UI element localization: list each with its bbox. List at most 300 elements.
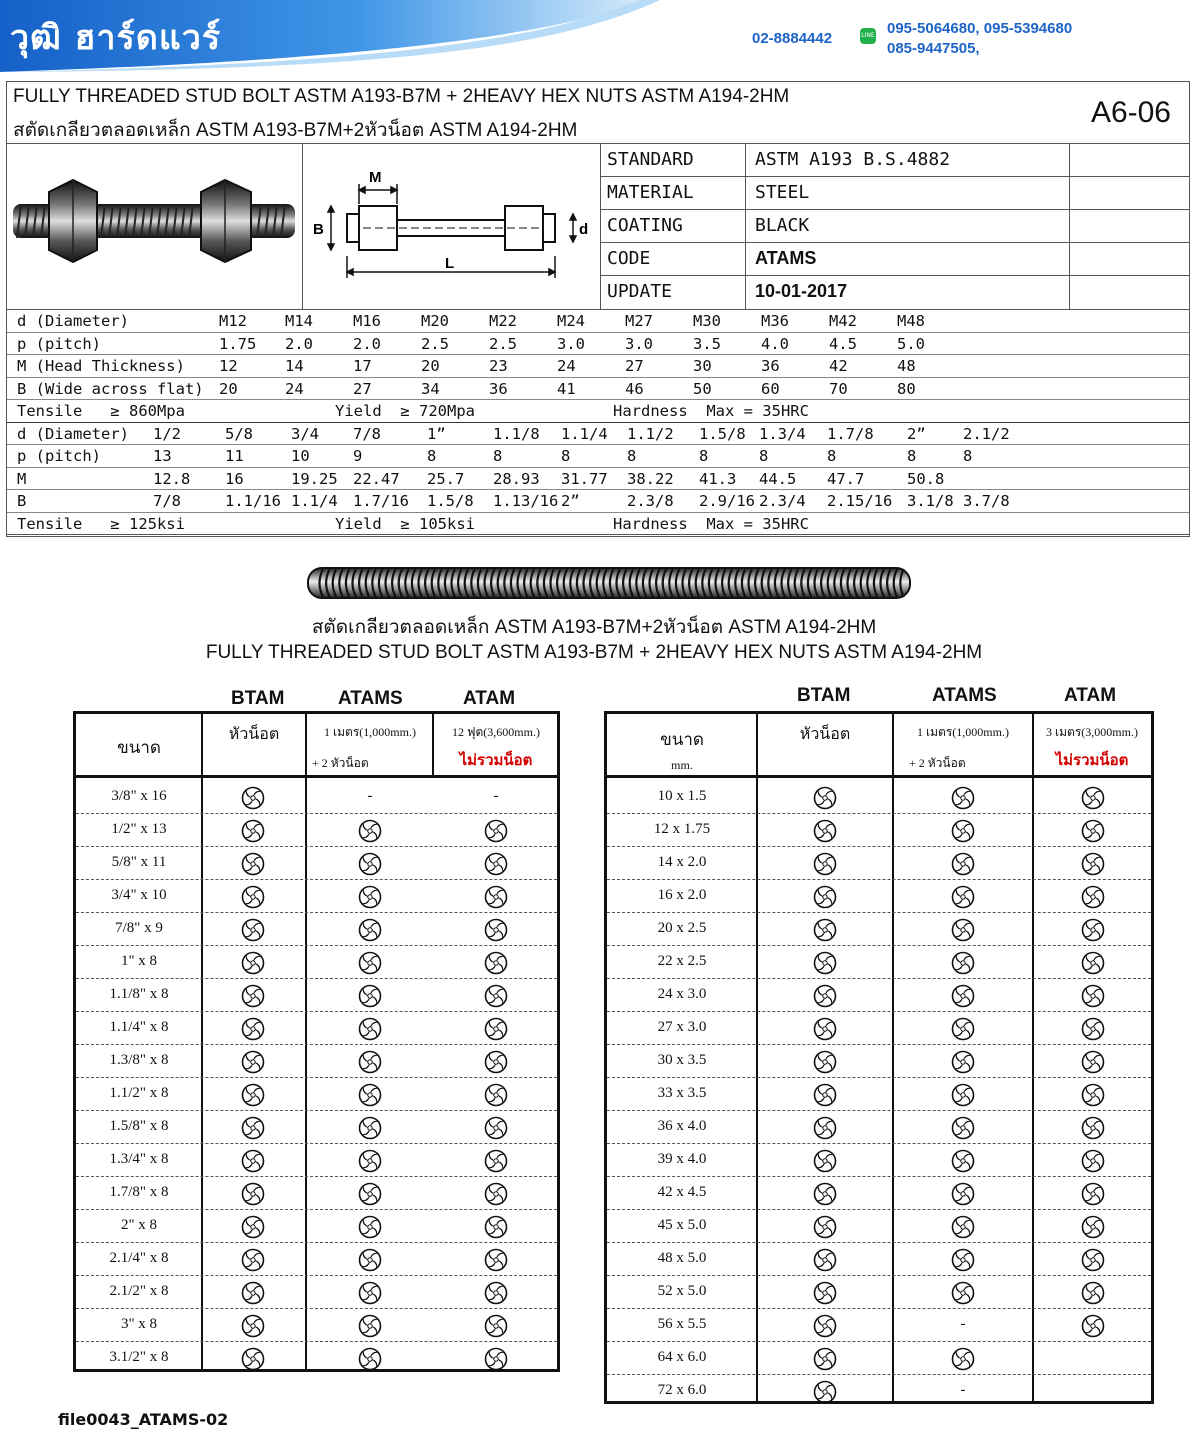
brand-name: วุฒิ ฮาร์ดแวร์ bbox=[10, 18, 222, 58]
dimension-value: 1.1/4 bbox=[291, 492, 338, 510]
table-row bbox=[76, 1012, 557, 1045]
table-row bbox=[76, 814, 557, 847]
dimension-value: 41.3 bbox=[699, 469, 737, 488]
size-cell: 72 x 6.0 bbox=[657, 1382, 707, 1398]
available-swirl-icon bbox=[950, 1347, 976, 1371]
available-swirl-icon bbox=[812, 1281, 838, 1305]
size-cell: 2" x 8 bbox=[120, 1217, 158, 1233]
attr-key: MATERIAL bbox=[607, 182, 694, 203]
dimension-value: 38.22 bbox=[627, 469, 674, 488]
available-swirl-icon bbox=[240, 1050, 266, 1074]
available-swirl-icon bbox=[240, 1347, 266, 1371]
dimension-row-label: d (Diameter) bbox=[17, 424, 129, 443]
available-swirl-icon bbox=[240, 786, 266, 810]
dimension-row-label: p (pitch) bbox=[17, 334, 101, 353]
table-row bbox=[607, 1210, 1151, 1243]
tensile-row bbox=[7, 513, 1189, 536]
dimension-value: 1.1/4 bbox=[561, 424, 608, 443]
dimension-value: 5.0 bbox=[897, 334, 925, 353]
attribute-table bbox=[601, 144, 1189, 310]
table-row bbox=[76, 847, 557, 880]
attr-key: COATING bbox=[607, 215, 683, 236]
available-swirl-icon bbox=[950, 918, 976, 942]
size-cell: 27 x 3.0 bbox=[657, 1019, 707, 1035]
right-brand-atam: ATAM bbox=[1064, 685, 1117, 706]
dimension-value: 1.1/8 bbox=[493, 424, 540, 443]
not-available-cell: - bbox=[960, 1382, 966, 1398]
mobile-numbers[interactable] bbox=[887, 19, 1072, 59]
attr-row-standard bbox=[601, 144, 1189, 177]
available-swirl-icon bbox=[483, 1215, 509, 1239]
dimension-value: 24 bbox=[557, 357, 576, 375]
attr-value: 10-01-2017 bbox=[755, 281, 848, 301]
available-swirl-icon bbox=[483, 1017, 509, 1041]
available-swirl-icon bbox=[357, 1050, 383, 1074]
table-row bbox=[76, 1144, 557, 1177]
attr-row-coating bbox=[601, 210, 1189, 243]
dimension-row-label: B bbox=[17, 492, 27, 510]
available-swirl-icon bbox=[240, 1017, 266, 1041]
table-row bbox=[607, 1342, 1151, 1375]
dimension-value: 1.7/8 bbox=[827, 424, 874, 443]
available-swirl-icon bbox=[812, 1116, 838, 1140]
available-swirl-icon bbox=[950, 885, 976, 909]
size-cell: 20 x 2.5 bbox=[657, 920, 707, 936]
available-swirl-icon bbox=[240, 885, 266, 909]
dimension-value: M48 bbox=[897, 312, 925, 330]
size-cell: 39 x 4.0 bbox=[657, 1151, 707, 1167]
available-swirl-icon bbox=[483, 819, 509, 843]
available-swirl-icon bbox=[950, 852, 976, 876]
size-cell: 14 x 2.0 bbox=[657, 854, 707, 870]
available-swirl-icon bbox=[1080, 918, 1106, 942]
stud-bolt-dimension-diagram bbox=[303, 144, 601, 310]
dimension-value: 34 bbox=[421, 379, 440, 398]
available-swirl-icon bbox=[812, 852, 838, 876]
dimension-row bbox=[7, 310, 1189, 333]
available-swirl-icon bbox=[240, 819, 266, 843]
hardness-spec: Hardness Max = 35HRC bbox=[613, 514, 809, 533]
dimension-value: 2.3/8 bbox=[627, 492, 674, 510]
attr-key: UPDATE bbox=[607, 281, 673, 302]
available-swirl-icon bbox=[950, 1281, 976, 1305]
dimension-row-label: M bbox=[17, 469, 27, 488]
subtitle-en: FULLY THREADED STUD BOLT ASTM A193-B7M + 2HEAVY HEX NUTS ASTM A194-2HM bbox=[205, 642, 983, 663]
available-swirl-icon bbox=[1080, 1083, 1106, 1107]
table-row bbox=[607, 1012, 1151, 1045]
stud-bolt-illustration bbox=[7, 144, 303, 310]
available-swirl-icon bbox=[240, 1149, 266, 1173]
dimension-value: 44.5 bbox=[759, 469, 797, 488]
imperial-size-table bbox=[73, 711, 560, 1372]
dimension-value: 1.75 bbox=[219, 334, 257, 353]
available-swirl-icon bbox=[812, 786, 838, 810]
available-swirl-icon bbox=[950, 819, 976, 843]
available-swirl-icon bbox=[1080, 1281, 1106, 1305]
phone-number[interactable]: 02-8884442 bbox=[752, 30, 833, 47]
available-swirl-icon bbox=[1080, 1182, 1106, 1206]
dimension-value: 12.8 bbox=[153, 469, 191, 488]
table-row bbox=[607, 1309, 1151, 1342]
dimension-value: 22.47 bbox=[353, 469, 400, 488]
available-swirl-icon bbox=[240, 984, 266, 1008]
available-swirl-icon bbox=[357, 1017, 383, 1041]
attr-value: BLACK bbox=[755, 215, 810, 236]
header-1m-line1: 1 เมตร(1,000mm.) bbox=[917, 725, 1009, 739]
dimension-value: 16 bbox=[225, 469, 244, 488]
available-swirl-icon bbox=[240, 852, 266, 876]
dimension-value: 12 bbox=[219, 357, 238, 375]
table-row bbox=[607, 880, 1151, 913]
table-header bbox=[607, 714, 1151, 778]
available-swirl-icon bbox=[357, 1314, 383, 1338]
header-12ft-line2: ไม่รวมน็อต bbox=[459, 753, 533, 769]
dimension-value: 31.77 bbox=[561, 469, 608, 488]
available-swirl-icon bbox=[812, 951, 838, 975]
size-cell: 1" x 8 bbox=[120, 953, 158, 969]
available-swirl-icon bbox=[1080, 786, 1106, 810]
size-cell: 48 x 5.0 bbox=[657, 1250, 707, 1266]
header-bar bbox=[0, 0, 1200, 72]
available-swirl-icon bbox=[1080, 951, 1106, 975]
table-row bbox=[76, 1276, 557, 1309]
catalog-code: A6-06 bbox=[1090, 96, 1171, 129]
dimension-value: M14 bbox=[285, 312, 313, 330]
dimension-value: 8 bbox=[759, 447, 769, 465]
dimension-value: 30 bbox=[693, 357, 712, 375]
attr-key: CODE bbox=[607, 248, 651, 269]
dimension-value: 13 bbox=[153, 447, 172, 465]
dimension-value: 27 bbox=[625, 357, 644, 375]
size-cell: 1/2" x 13 bbox=[111, 821, 167, 837]
size-cell: 3.1/2" x 8 bbox=[109, 1349, 169, 1365]
available-swirl-icon bbox=[483, 852, 509, 876]
available-swirl-icon bbox=[812, 1215, 838, 1239]
dimension-value: 50 bbox=[693, 379, 712, 398]
available-swirl-icon bbox=[812, 984, 838, 1008]
hardness-spec: Hardness Max = 35HRC bbox=[613, 402, 809, 420]
table-row bbox=[76, 1309, 557, 1342]
dimension-value: 3.0 bbox=[625, 334, 653, 353]
available-swirl-icon bbox=[357, 984, 383, 1008]
table-row bbox=[607, 814, 1151, 847]
dimension-value: 2.0 bbox=[285, 334, 313, 353]
attr-row-material bbox=[601, 177, 1189, 210]
size-cell: 10 x 1.5 bbox=[657, 788, 707, 804]
file-name-footer: file0043_ATAMS-02 bbox=[58, 1410, 229, 1429]
size-cell: 1.7/8" x 8 bbox=[109, 1184, 169, 1200]
left-brand-atam: ATAM bbox=[463, 688, 516, 709]
dimension-value: 8 bbox=[827, 447, 837, 465]
dimension-value: M24 bbox=[557, 312, 585, 330]
dimension-value: 17 bbox=[353, 357, 372, 375]
available-swirl-icon bbox=[1080, 1050, 1106, 1074]
available-swirl-icon bbox=[357, 1281, 383, 1305]
available-swirl-icon bbox=[950, 1248, 976, 1272]
dimension-value: 2.0 bbox=[353, 334, 381, 353]
available-swirl-icon bbox=[812, 1017, 838, 1041]
available-swirl-icon bbox=[240, 951, 266, 975]
size-cell: 30 x 3.5 bbox=[657, 1052, 707, 1068]
dimension-value: M30 bbox=[693, 312, 721, 330]
size-cell: 1.1/2" x 8 bbox=[109, 1085, 169, 1101]
dimension-value: 2” bbox=[907, 424, 926, 443]
dimension-value: M22 bbox=[489, 312, 517, 330]
available-swirl-icon bbox=[357, 885, 383, 909]
dimension-value: 2.15/16 bbox=[827, 492, 893, 510]
size-cell: 1.3/4" x 8 bbox=[109, 1151, 169, 1167]
tensile-spec: Tensile ≥ 860Mpa bbox=[17, 402, 185, 420]
available-swirl-icon bbox=[812, 1380, 838, 1404]
table-row bbox=[76, 979, 557, 1012]
available-swirl-icon bbox=[357, 1149, 383, 1173]
dimension-value: 2.9/16 bbox=[699, 492, 755, 510]
available-swirl-icon bbox=[483, 984, 509, 1008]
available-swirl-icon bbox=[483, 1182, 509, 1206]
available-swirl-icon bbox=[950, 1083, 976, 1107]
metric-size-table bbox=[604, 711, 1154, 1404]
table-row bbox=[607, 1177, 1151, 1210]
table-row bbox=[76, 1111, 557, 1144]
dimension-value: 1.3/4 bbox=[759, 424, 806, 443]
available-swirl-icon bbox=[240, 1215, 266, 1239]
table-row bbox=[76, 1045, 557, 1078]
available-swirl-icon bbox=[950, 1149, 976, 1173]
dimension-value: 3.1/8 bbox=[907, 492, 954, 510]
available-swirl-icon bbox=[1080, 852, 1106, 876]
dimension-value: 8 bbox=[627, 447, 637, 465]
available-swirl-icon bbox=[357, 951, 383, 975]
dimension-value: 8 bbox=[963, 447, 973, 465]
dimension-value: 4.0 bbox=[761, 334, 789, 353]
dimension-row-label: p (pitch) bbox=[17, 447, 101, 465]
dimension-row-label: M (Head Thickness) bbox=[17, 357, 185, 375]
dimension-value: 50.8 bbox=[907, 469, 945, 488]
dimension-value: 42 bbox=[829, 357, 848, 375]
table-row bbox=[76, 1243, 557, 1276]
available-swirl-icon bbox=[483, 951, 509, 975]
table-row bbox=[607, 913, 1151, 946]
dimension-value: 8 bbox=[699, 447, 709, 465]
available-swirl-icon bbox=[1080, 1314, 1106, 1338]
size-cell: 3/4" x 10 bbox=[111, 887, 167, 903]
available-swirl-icon bbox=[812, 1347, 838, 1371]
dimension-value: 36 bbox=[761, 357, 780, 375]
available-swirl-icon bbox=[357, 1248, 383, 1272]
dimension-value: 9 bbox=[353, 447, 363, 465]
dimension-value: M16 bbox=[353, 312, 381, 330]
dimension-value: 1.5/8 bbox=[699, 424, 746, 443]
size-cell: 1.1/4" x 8 bbox=[109, 1019, 169, 1035]
dimension-value: 1.13/16 bbox=[493, 492, 559, 510]
stud-bolt-photo bbox=[7, 144, 303, 310]
attr-key: STANDARD bbox=[607, 149, 694, 170]
table-row bbox=[76, 781, 557, 814]
right-brand-atams: ATAMS bbox=[932, 685, 997, 706]
spec-title-en: FULLY THREADED STUD BOLT ASTM A193-B7M + 2HEAVY HEX NUTS ASTM A194-2HM bbox=[13, 86, 790, 107]
size-cell: 22 x 2.5 bbox=[657, 953, 707, 969]
header-size-unit: mm. bbox=[671, 758, 693, 772]
table-row bbox=[607, 946, 1151, 979]
table-row bbox=[607, 979, 1151, 1012]
dimension-value: 24 bbox=[285, 379, 304, 398]
available-swirl-icon bbox=[357, 852, 383, 876]
dimension-value: 80 bbox=[897, 379, 916, 398]
size-cell: 5/8" x 11 bbox=[111, 854, 167, 870]
dimension-row bbox=[7, 333, 1189, 356]
available-swirl-icon bbox=[812, 1182, 838, 1206]
threaded-rod-illustration bbox=[306, 566, 912, 600]
dimension-value: 7/8 bbox=[153, 492, 181, 510]
size-cell: 42 x 4.5 bbox=[657, 1184, 707, 1200]
available-swirl-icon bbox=[950, 1215, 976, 1239]
available-swirl-icon bbox=[812, 1248, 838, 1272]
header-nut: หัวน็อต bbox=[228, 726, 280, 743]
dimension-value: 48 bbox=[897, 357, 916, 375]
yield-spec: Yield ≥ 720Mpa bbox=[335, 402, 475, 420]
not-available-cell: - bbox=[493, 788, 499, 804]
attr-row-update bbox=[601, 276, 1189, 310]
size-cell: 45 x 5.0 bbox=[657, 1217, 707, 1233]
available-swirl-icon bbox=[812, 1050, 838, 1074]
dimension-value: 10 bbox=[291, 447, 310, 465]
available-swirl-icon bbox=[1080, 885, 1106, 909]
available-swirl-icon bbox=[357, 1347, 383, 1371]
dimension-value: 1” bbox=[427, 424, 446, 443]
size-cell: 1.3/8" x 8 bbox=[109, 1052, 169, 1068]
size-cell: 36 x 4.0 bbox=[657, 1118, 707, 1134]
dimension-value: 1/2 bbox=[153, 424, 181, 443]
right-brand-btam: BTAM bbox=[797, 685, 851, 706]
dimension-value: 41 bbox=[557, 379, 576, 398]
tensile-spec: Tensile ≥ 125ksi bbox=[17, 514, 185, 533]
size-cell: 3" x 8 bbox=[120, 1316, 158, 1332]
table-row bbox=[76, 1210, 557, 1243]
dimension-value: 14 bbox=[285, 357, 304, 375]
available-swirl-icon bbox=[483, 1314, 509, 1338]
dimension-value: 19.25 bbox=[291, 469, 338, 488]
available-swirl-icon bbox=[240, 1083, 266, 1107]
available-swirl-icon bbox=[950, 1017, 976, 1041]
dimension-value: 2.5 bbox=[421, 334, 449, 353]
dimension-value: 3.5 bbox=[693, 334, 721, 353]
not-available-cell: - bbox=[960, 1316, 966, 1332]
table-row bbox=[607, 1078, 1151, 1111]
dimension-value: 3.0 bbox=[557, 334, 585, 353]
size-cell: 7/8" x 9 bbox=[115, 920, 163, 936]
dimension-value: M36 bbox=[761, 312, 789, 330]
dimension-value: 4.5 bbox=[829, 334, 857, 353]
diagram-label-d: d bbox=[579, 221, 589, 238]
dimension-row bbox=[7, 490, 1189, 513]
available-swirl-icon bbox=[812, 1149, 838, 1173]
size-cell: 56 x 5.5 bbox=[657, 1316, 707, 1332]
size-cell: 12 x 1.75 bbox=[653, 821, 711, 837]
dimension-row bbox=[7, 355, 1189, 378]
dimension-value: 36 bbox=[489, 379, 508, 398]
table-row bbox=[607, 1144, 1151, 1177]
spec-sheet bbox=[6, 81, 1190, 537]
attr-value: STEEL bbox=[755, 182, 810, 203]
spec-title-th: สตัดเกลียวตลอดเหล็ก ASTM A193-B7M+2หัวน็อต ASTM A194-2HM bbox=[13, 120, 578, 141]
available-swirl-icon bbox=[950, 1182, 976, 1206]
dimension-value: M12 bbox=[219, 312, 247, 330]
dimension-value: 3.7/8 bbox=[963, 492, 1010, 510]
dimension-row-label: d (Diameter) bbox=[17, 312, 129, 330]
table-row bbox=[76, 913, 557, 946]
available-swirl-icon bbox=[357, 819, 383, 843]
dimension-row bbox=[7, 445, 1189, 468]
header-3m-line2: ไม่รวมน็อต bbox=[1055, 753, 1129, 769]
dimension-diagram bbox=[303, 144, 601, 310]
dimension-row bbox=[7, 378, 1189, 401]
available-swirl-icon bbox=[1080, 1116, 1106, 1140]
table-row bbox=[76, 1078, 557, 1111]
header-size: ขนาด bbox=[117, 738, 161, 757]
dimension-row bbox=[7, 468, 1189, 491]
available-swirl-icon bbox=[483, 1281, 509, 1305]
table-row bbox=[76, 880, 557, 913]
dimension-value: 27 bbox=[353, 379, 372, 398]
size-cell: 16 x 2.0 bbox=[657, 887, 707, 903]
available-swirl-icon bbox=[483, 1050, 509, 1074]
available-swirl-icon bbox=[950, 951, 976, 975]
table-row bbox=[607, 781, 1151, 814]
dimension-row-label: B (Wide across flat) bbox=[17, 379, 204, 398]
available-swirl-icon bbox=[483, 918, 509, 942]
left-brand-atams: ATAMS bbox=[338, 688, 403, 709]
spec-title-area bbox=[7, 82, 1189, 144]
available-swirl-icon bbox=[950, 786, 976, 810]
header-1m-line1: 1 เมตร(1,000mm.) bbox=[324, 725, 416, 739]
available-swirl-icon bbox=[1080, 1248, 1106, 1272]
size-cell: 2.1/4" x 8 bbox=[109, 1250, 169, 1266]
table-row bbox=[607, 1045, 1151, 1078]
available-swirl-icon bbox=[483, 885, 509, 909]
mobile-line-2: 085-9447505, bbox=[887, 40, 980, 57]
dimension-value: 2.5 bbox=[489, 334, 517, 353]
attr-value: ATAMS bbox=[755, 248, 817, 268]
table-row bbox=[76, 946, 557, 979]
dimension-value: 70 bbox=[829, 379, 848, 398]
dimension-row bbox=[7, 423, 1189, 446]
dimension-value: 46 bbox=[625, 379, 644, 398]
available-swirl-icon bbox=[483, 1248, 509, 1272]
header-12ft-line1: 12 ฟุต(3,600mm.) bbox=[452, 725, 540, 739]
size-cell: 3/8" x 16 bbox=[111, 788, 167, 804]
dimension-value: 5/8 bbox=[225, 424, 253, 443]
diagram-label-m: M bbox=[369, 169, 382, 186]
available-swirl-icon bbox=[357, 918, 383, 942]
header-size: ขนาด bbox=[660, 730, 704, 749]
table-row bbox=[607, 847, 1151, 880]
dimension-value: 20 bbox=[421, 357, 440, 375]
dimension-value: 2.3/4 bbox=[759, 492, 806, 510]
dimension-value: 8 bbox=[907, 447, 917, 465]
header-nut: หัวน็อต bbox=[799, 726, 851, 743]
available-swirl-icon bbox=[357, 1182, 383, 1206]
dimension-value: 28.93 bbox=[493, 469, 540, 488]
table-row bbox=[607, 1276, 1151, 1309]
size-cell: 1.1/8" x 8 bbox=[109, 986, 169, 1002]
line-app-icon[interactable]: LINE bbox=[860, 28, 876, 44]
available-swirl-icon bbox=[950, 1116, 976, 1140]
available-swirl-icon bbox=[483, 1149, 509, 1173]
dimension-value: 8 bbox=[427, 447, 437, 465]
dimension-value: 25.7 bbox=[427, 469, 465, 488]
header-1m-line2: + 2 หัวน็อต bbox=[909, 756, 966, 770]
mobile-line-1: 095-5064680, 095-5394680 bbox=[887, 20, 1073, 37]
